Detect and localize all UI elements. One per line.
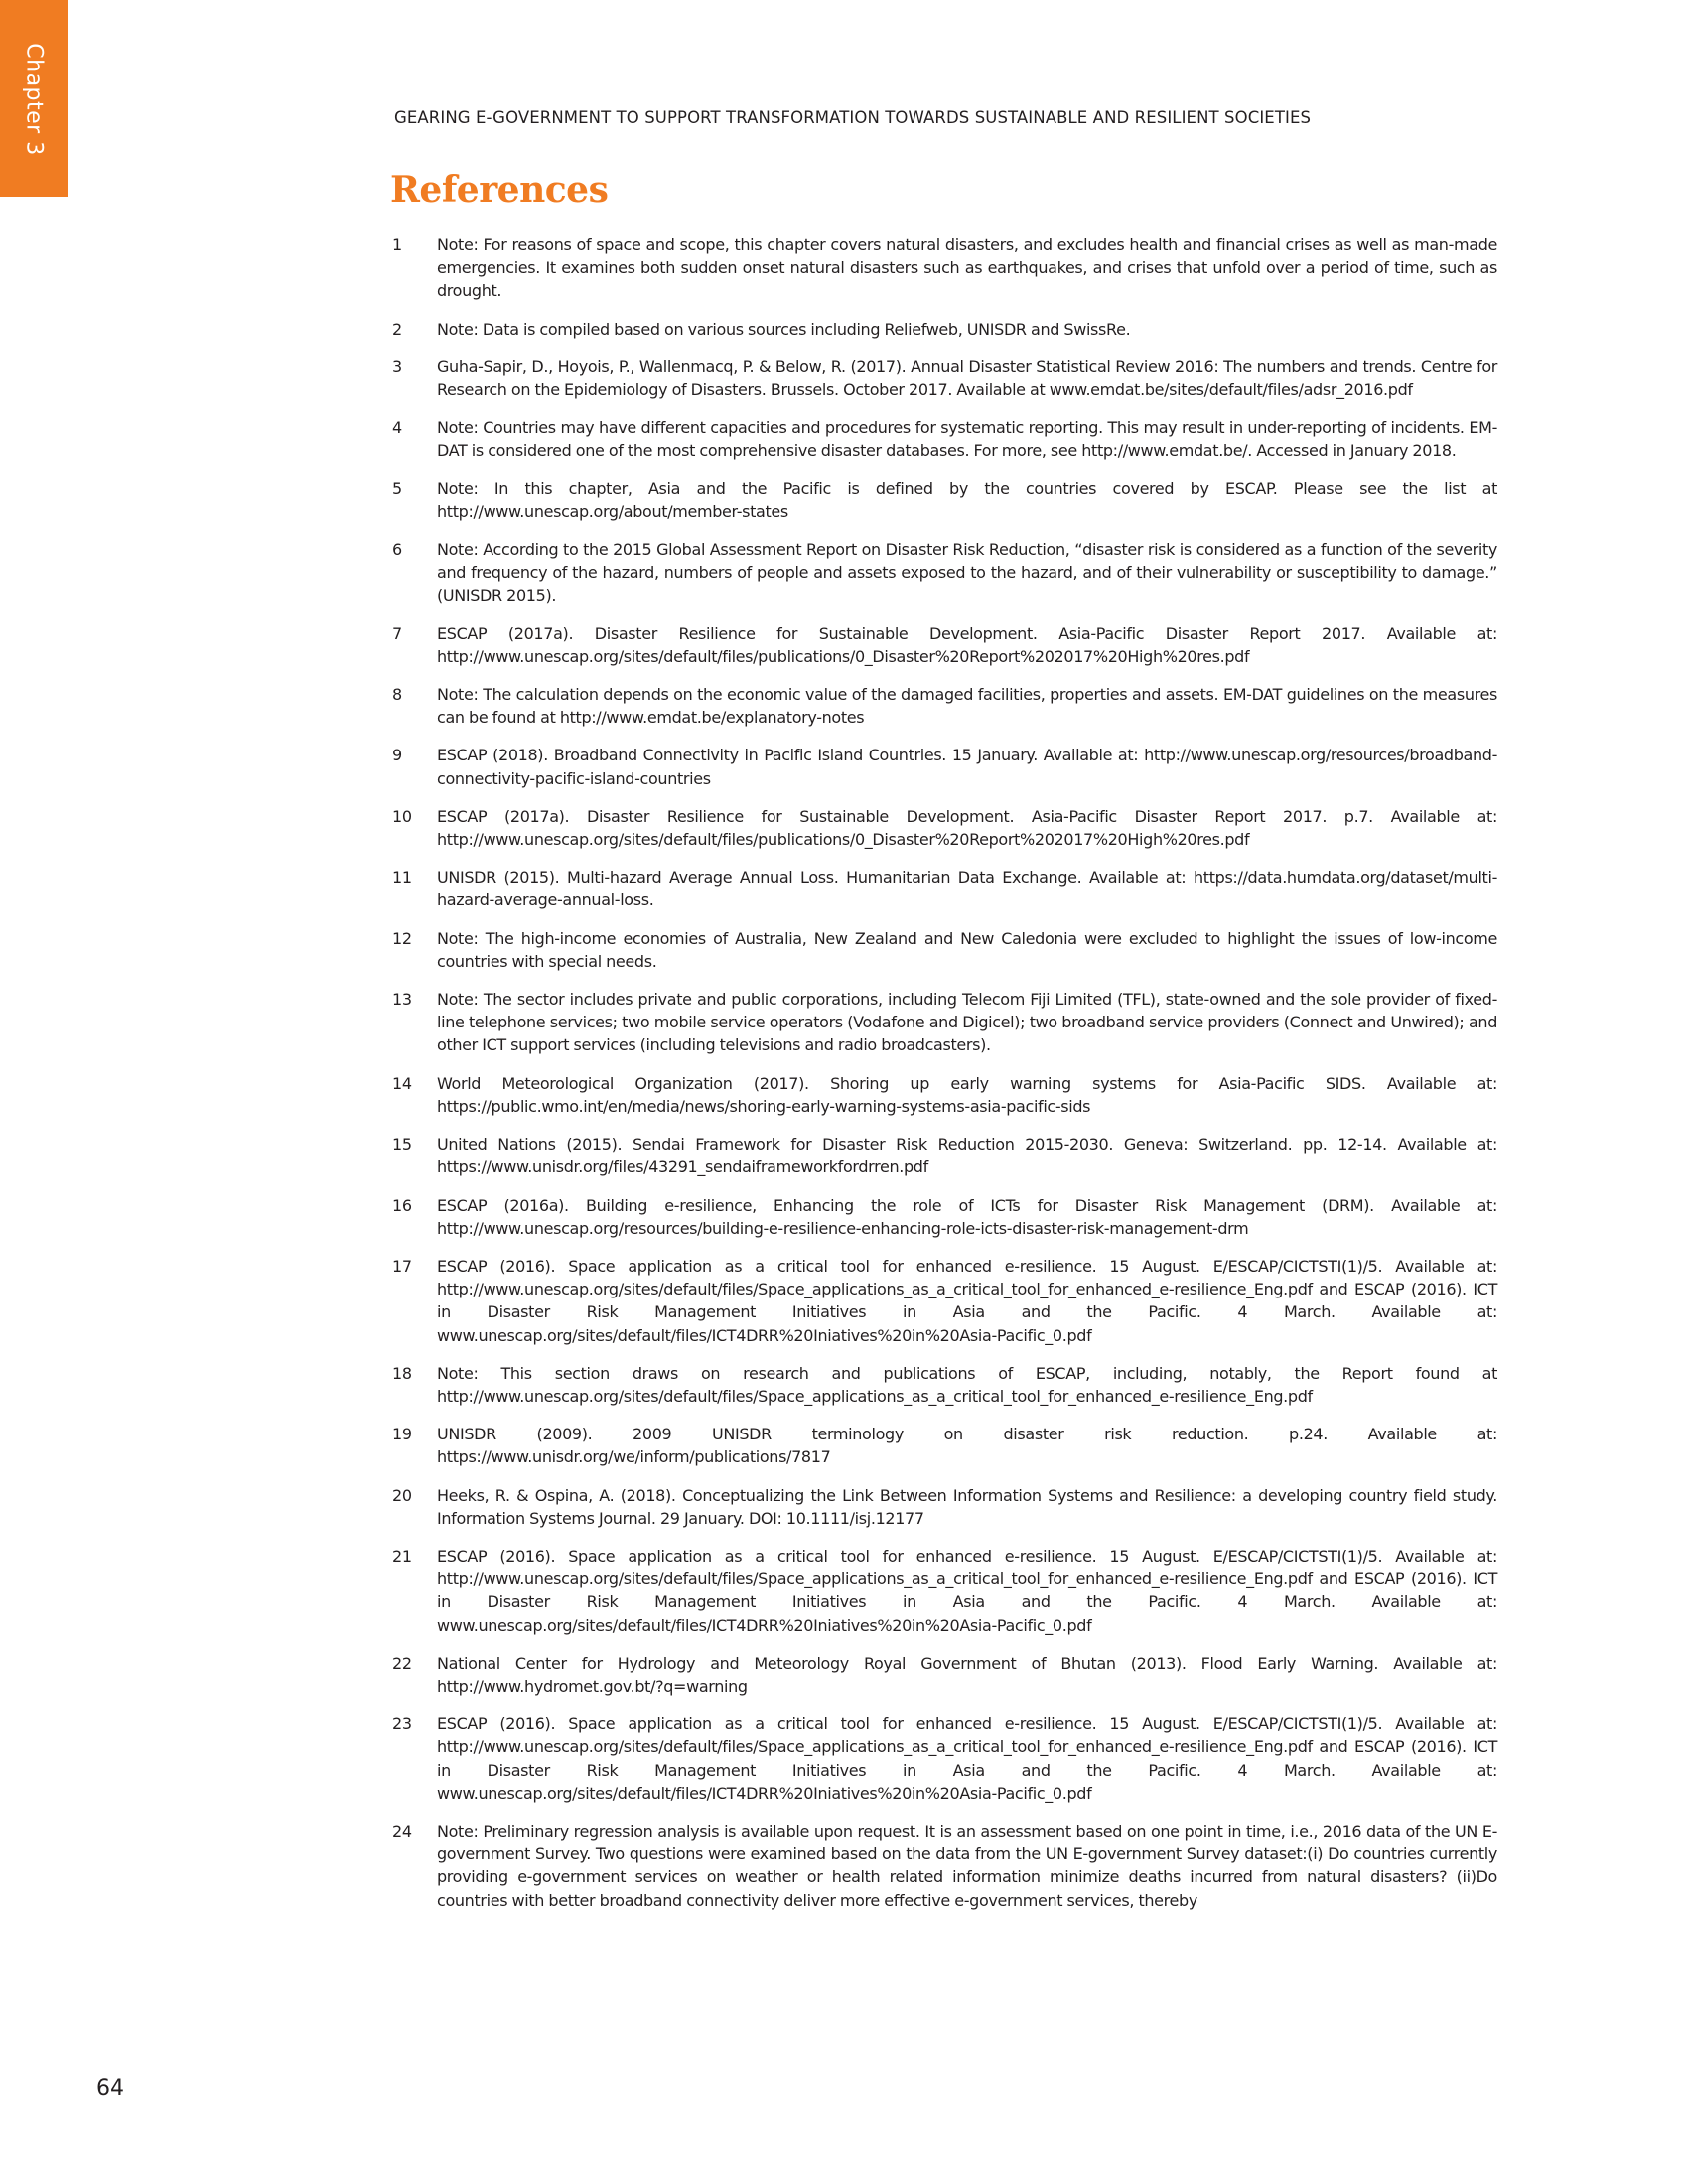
reference-text: Heeks, R. & Ospina, A. (2018). Conceptualizing the Link Between Information Systems and Resilience: a developing country field study. Information Systems Journal. 29 January. DOI: 10.1111/isj.12177 — [437, 1485, 1497, 1528]
reference-text: Note: This section draws on research and publications of ESCAP, including, notably, the Report found at http://www.unescap.org/sites/default/files/Space_applications_as_a_critical_tool_for_enhanced_e-resilience_Eng.pdf — [437, 1363, 1497, 1406]
reference-item — [392, 478, 1497, 523]
reference-item — [392, 1362, 1497, 1408]
reference-number: 5 — [392, 478, 402, 498]
reference-number: 10 — [392, 806, 412, 826]
reference-item — [392, 1484, 1497, 1530]
reference-number: 18 — [392, 1363, 412, 1383]
reference-item — [392, 1255, 1497, 1347]
reference-item — [392, 744, 1497, 789]
reference-item — [392, 927, 1497, 973]
reference-number: 12 — [392, 928, 412, 948]
reference-number: 3 — [392, 356, 402, 376]
reference-text: Note: The calculation depends on the economic value of the damaged facilities, properties and assets. EM-DAT guidelines on the measures can be found at http://www.emdat.be/explanatory-notes — [437, 685, 1497, 728]
reference-number: 11 — [392, 868, 412, 887]
reference-number: 9 — [392, 746, 402, 765]
reference-text: Note: Countries may have different capacities and procedures for systematic reporting. This may result in under-reporting of incidents. EM-DAT is considered one of the most comprehensive disaster databases. For more, see http://www.emdat.be/. Accessed in January 2018. — [437, 418, 1497, 461]
chapter-tab — [0, 0, 68, 197]
reference-number: 17 — [392, 1256, 412, 1276]
reference-number: 19 — [392, 1425, 412, 1444]
reference-item — [392, 1072, 1497, 1118]
reference-item — [392, 683, 1497, 729]
reference-number: 16 — [392, 1195, 412, 1215]
reference-number: 23 — [392, 1714, 412, 1734]
reference-item — [392, 538, 1497, 608]
chapter-tab-label: Chapter 3 — [21, 43, 47, 156]
reference-text: UNISDR (2015). Multi-hazard Average Annual Loss. Humanitarian Data Exchange. Available at: https://data.humdata.org/dataset/multi-hazard-average-annual-loss. — [437, 868, 1497, 910]
reference-text: Note: According to the 2015 Global Assessment Report on Disaster Risk Reduction, “disaster risk is considered as a function of the severity and frequency of the hazard, numbers of people and assets exposed to the hazard, and of their vulnerability or susceptibility to damage.” (UNISDR 2015). — [437, 540, 1497, 606]
reference-number: 7 — [392, 623, 402, 643]
reference-number: 1 — [392, 235, 402, 254]
reference-text: Note: For reasons of space and scope, this chapter covers natural disasters, and excludes health and financial crises as well as man-made emergencies. It examines both sudden onset natural disasters such as earthquakes, and crises that unfold over a period of time, such as drought. — [437, 235, 1497, 301]
reference-item — [392, 233, 1497, 303]
reference-text: Note: The sector includes private and public corporations, including Telecom Fiji Limited (TFL), state-owned and the sole provider of fixed-line telephone services; two mobile service operators (Vodafone and Digicel); two broadband service providers (Connect and Unwired); and other ICT support services (including televisions and radio broadcasters). — [437, 990, 1497, 1055]
reference-number: 14 — [392, 1073, 412, 1093]
reference-item — [392, 1820, 1497, 1912]
reference-text: UNISDR (2009). 2009 UNISDR terminology on disaster risk reduction. p.24. Available at: https://www.unisdr.org/we/inform/publications/7817 — [437, 1425, 1497, 1467]
reference-number: 4 — [392, 418, 402, 438]
reference-number: 6 — [392, 540, 402, 560]
reference-text: Note: Data is compiled based on various sources including Reliefweb, UNISDR and SwissRe. — [437, 319, 1131, 339]
reference-list — [392, 233, 1497, 1927]
reference-text: Note: The high-income economies of Australia, New Zealand and New Caledonia were excluded to highlight the issues of low-income countries with special needs. — [437, 928, 1497, 971]
reference-text: United Nations (2015). Sendai Framework for Disaster Risk Reduction 2015-2030. Geneva: Switzerland. pp. 12-14. Available at: https://www.unisdr.org/files/43291_sendaiframeworkfordrren.pdf — [437, 1135, 1497, 1177]
reference-number: 20 — [392, 1485, 412, 1505]
reference-text: ESCAP (2016a). Building e-resilience, Enhancing the role of ICTs for Disaster Risk Management (DRM). Available at: http://www.unescap.org/resources/building-e-resilience-enhancing-role-icts-disaster-risk-management-drm — [437, 1195, 1497, 1238]
reference-text: ESCAP (2018). Broadband Connectivity in Pacific Island Countries. 15 January. Available at: http://www.unescap.org/resources/broadband-connectivity-pacific-island-countries — [437, 746, 1497, 788]
reference-number: 8 — [392, 685, 402, 705]
reference-item — [392, 866, 1497, 911]
reference-item — [392, 1545, 1497, 1637]
reference-text: ESCAP (2016). Space application as a critical tool for enhanced e-resilience. 15 August. E/ESCAP/CICTSTI(1)/5. Available at: http://www.unescap.org/sites/default/files/Space_applications_as_a_critical_tool_for_enhanced_e-resilience_Eng.pdf and ESCAP (2016). ICT in Disaster Risk Management Initiatives in Asia and the Pacific. 4 March. Available at: www.unescap.org/sites/default/files/ICT4DRR%20Iniatives%20in%20Asia-Pacific_0.pdf — [437, 1714, 1497, 1803]
reference-text: ESCAP (2017a). Disaster Resilience for Sustainable Development. Asia-Pacific Disaster Report 2017. Available at: http://www.unescap.org/sites/default/files/publications/0_Disaster%20Report%202017%20High%20res.pdf — [437, 623, 1497, 666]
reference-text: Guha-Sapir, D., Hoyois, P., Wallenmacq, P. & Below, R. (2017). Annual Disaster Statistical Review 2016: The numbers and trends. Centre for Research on the Epidemiology of Disasters. Brussels. October 2017. Available at www.emdat.be/sites/default/files/adsr_2016.pdf — [437, 356, 1497, 400]
reference-text: Note: In this chapter, Asia and the Pacific is defined by the countries covered by ESCAP. Please see the list at http://www.unescap.org/about/member-states — [437, 478, 1497, 521]
reference-item — [392, 1194, 1497, 1240]
reference-number: 24 — [392, 1821, 412, 1841]
reference-item — [392, 988, 1497, 1057]
reference-item — [392, 355, 1497, 401]
reference-number: 21 — [392, 1546, 412, 1566]
reference-item — [392, 1133, 1497, 1178]
reference-number: 22 — [392, 1653, 412, 1673]
reference-item — [392, 1652, 1497, 1698]
reference-item — [392, 1712, 1497, 1805]
reference-text: Note: Preliminary regression analysis is available upon request. It is an assessment based on one point in time, i.e., 2016 data of the UN E-government Survey. Two questions were examined based on the data from the UN E-government Survey dataset:(i) Do countries currently providing e-government services on weather or health related information minimize deaths incurred from natural disasters? (ii)Do countries with better broadband connectivity deliver more effective e-government services, thereby — [437, 1821, 1497, 1910]
page-number: 64 — [96, 2076, 124, 2101]
reference-text: ESCAP (2016). Space application as a critical tool for enhanced e-resilience. 15 August. E/ESCAP/CICTSTI(1)/5. Available at: http://www.unescap.org/sites/default/files/Space_applications_as_a_critical_tool_for_enhanced_e-resilience_Eng.pdf and ESCAP (2016). ICT in Disaster Risk Management Initiatives in Asia and the Pacific. 4 March. Available at: www.unescap.org/sites/default/files/ICT4DRR%20Iniatives%20in%20Asia-Pacific_0.pdf — [437, 1546, 1497, 1635]
reference-item — [392, 622, 1497, 668]
reference-item — [392, 416, 1497, 462]
reference-text: National Center for Hydrology and Meteorology Royal Government of Bhutan (2013). Flood Early Warning. Available at: http://www.hydromet.gov.bt/?q=warning — [437, 1653, 1497, 1696]
reference-item — [392, 318, 1497, 341]
reference-item — [392, 1423, 1497, 1468]
reference-number: 2 — [392, 319, 402, 339]
reference-number: 15 — [392, 1135, 412, 1155]
reference-text: ESCAP (2017a). Disaster Resilience for Sustainable Development. Asia-Pacific Disaster Report 2017. p.7. Available at: http://www.unescap.org/sites/default/files/publications/0_Disaster%20Report%202017%20High%20res.pdf — [437, 806, 1497, 850]
reference-number: 13 — [392, 990, 412, 1010]
reference-text: ESCAP (2016). Space application as a critical tool for enhanced e-resilience. 15 August. E/ESCAP/CICTSTI(1)/5. Available at: http://www.unescap.org/sites/default/files/Space_applications_as_a_critical_tool_for_enhanced_e-resilience_Eng.pdf and ESCAP (2016). ICT in Disaster Risk Management Initiatives in Asia and the Pacific. 4 March. Available at: www.unescap.org/sites/default/files/ICT4DRR%20Iniatives%20in%20Asia-Pacific_0.pdf — [437, 1256, 1497, 1345]
running-header: GEARING E-GOVERNMENT TO SUPPORT TRANSFORMATION TOWARDS SUSTAINABLE AND RESILIENT SOCIETIES — [394, 108, 1312, 127]
reference-item — [392, 805, 1497, 851]
reference-text: World Meteorological Organization (2017). Shoring up early warning systems for Asia-Pacific SIDS. Available at: https://public.wmo.int/en/media/news/shoring-early-warning-systems-asia-pacific-sids — [437, 1073, 1497, 1116]
section-title: References — [390, 169, 609, 210]
